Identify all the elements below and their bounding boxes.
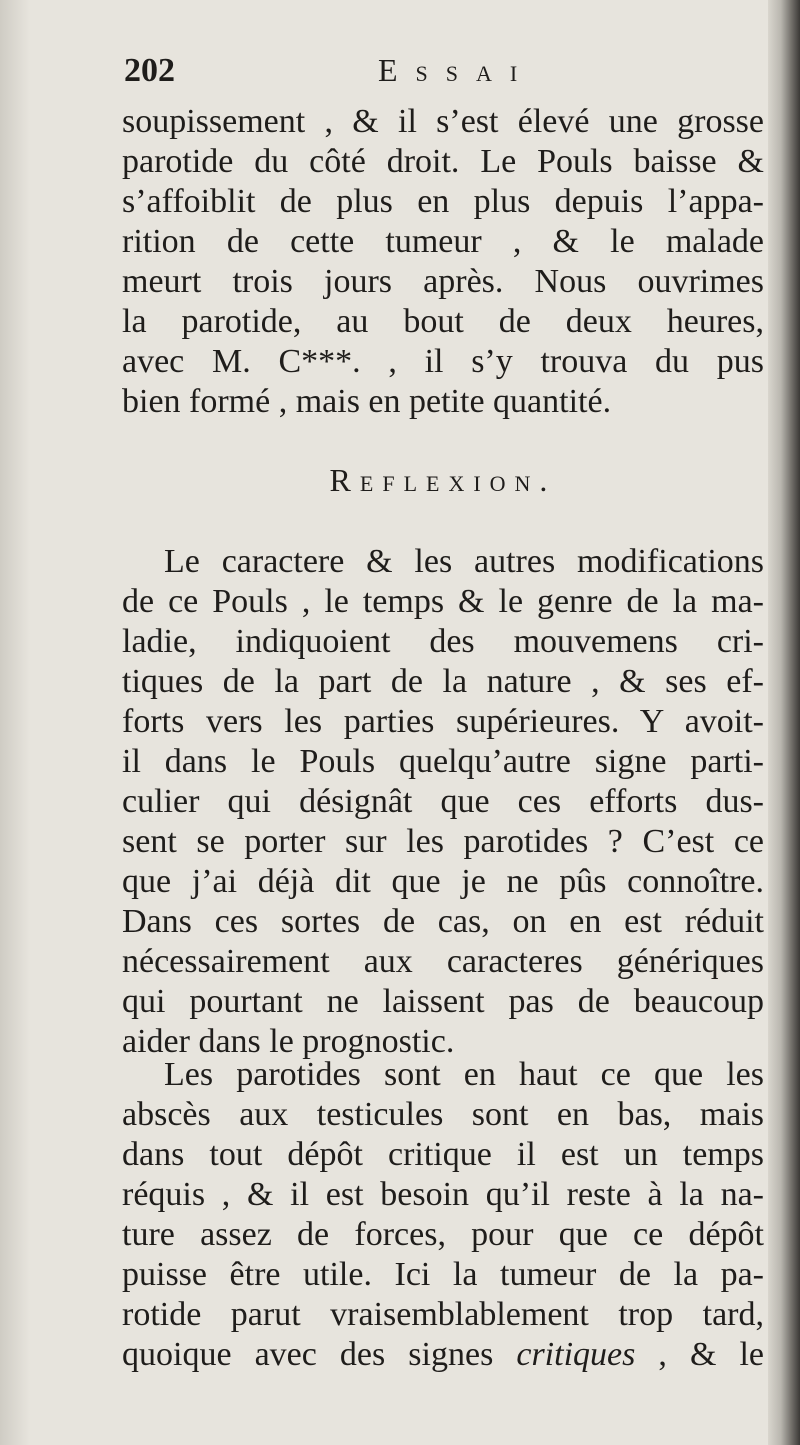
- text-line: avec M. C***. , il s’y trouva du pus: [122, 343, 764, 380]
- text-line: aider dans le prognostic.: [122, 1023, 455, 1060]
- running-title: Essai: [378, 52, 536, 88]
- text-line: de ce Pouls , le temps & le genre de la ma-: [122, 583, 764, 620]
- text-line: Le caractere & les autres modifications: [164, 543, 764, 580]
- text-segment: quoique avec des signes: [122, 1336, 517, 1373]
- text-line: meurt trois jours après. Nous ouvrimes: [122, 263, 764, 300]
- paragraph-2: [122, 542, 764, 1062]
- running-head: [124, 52, 764, 102]
- text-line: que j’ai déjà dit que je ne pûs connoître.: [122, 863, 764, 900]
- text-segment: , & le: [635, 1336, 764, 1373]
- page-edge: [768, 0, 800, 1445]
- text-line: nécessairement aux caracteres génériques: [122, 943, 764, 980]
- page-number: 202: [124, 52, 175, 89]
- text-line: dans tout dépôt critique il est un temps: [122, 1136, 764, 1173]
- text-line: ladie, indiquoient des mouvemens cri-: [122, 623, 764, 660]
- text-line: bien formé , mais en petite quantité.: [122, 383, 612, 420]
- paragraph-1: [122, 102, 764, 422]
- text-line: qui pourtant ne laissent pas de beaucoup: [122, 983, 764, 1020]
- text-line: rition de cette tumeur , & le malade: [122, 223, 764, 260]
- text-line: sent se porter sur les parotides ? C’est ce: [122, 823, 764, 860]
- text-line: tiques de la part de la nature , & ses ef-: [122, 663, 764, 700]
- text-line: parotide du côté droit. Le Pouls baisse &: [122, 143, 764, 180]
- text-line: ture assez de forces, pour que ce dépôt: [122, 1216, 764, 1253]
- paragraph-3: [122, 1055, 764, 1375]
- text-line: la parotide, au bout de deux heures,: [122, 303, 764, 340]
- text-line: s’affoiblit de plus en plus depuis l’appa-: [122, 183, 764, 220]
- text-line: rotide parut vraisemblablement trop tard,: [122, 1296, 764, 1333]
- text-line: puisse être utile. Ici la tumeur de la pa-: [122, 1256, 764, 1293]
- text-line-last: [122, 1335, 764, 1375]
- text-line: Dans ces sortes de cas, on en est réduit: [122, 903, 764, 940]
- text-line: il dans le Pouls quelqu’autre signe parti-: [122, 743, 764, 780]
- section-heading: Reflexion.: [329, 462, 557, 498]
- gutter-shadow: [0, 0, 30, 1445]
- text-line: culier qui désignât que ces efforts dus-: [122, 783, 764, 820]
- text-line: abscès aux testicules sont en bas, mais: [122, 1096, 764, 1133]
- text-line: réquis , & il est besoin qu’il reste à la na-: [122, 1176, 764, 1213]
- text-line: Les parotides sont en haut ce que les: [164, 1056, 764, 1093]
- italic-word: critiques: [516, 1336, 636, 1373]
- text-line: forts vers les parties supérieures. Y avoit-: [122, 703, 764, 740]
- text-line: soupissement , & il s’est élevé une grosse: [122, 103, 764, 140]
